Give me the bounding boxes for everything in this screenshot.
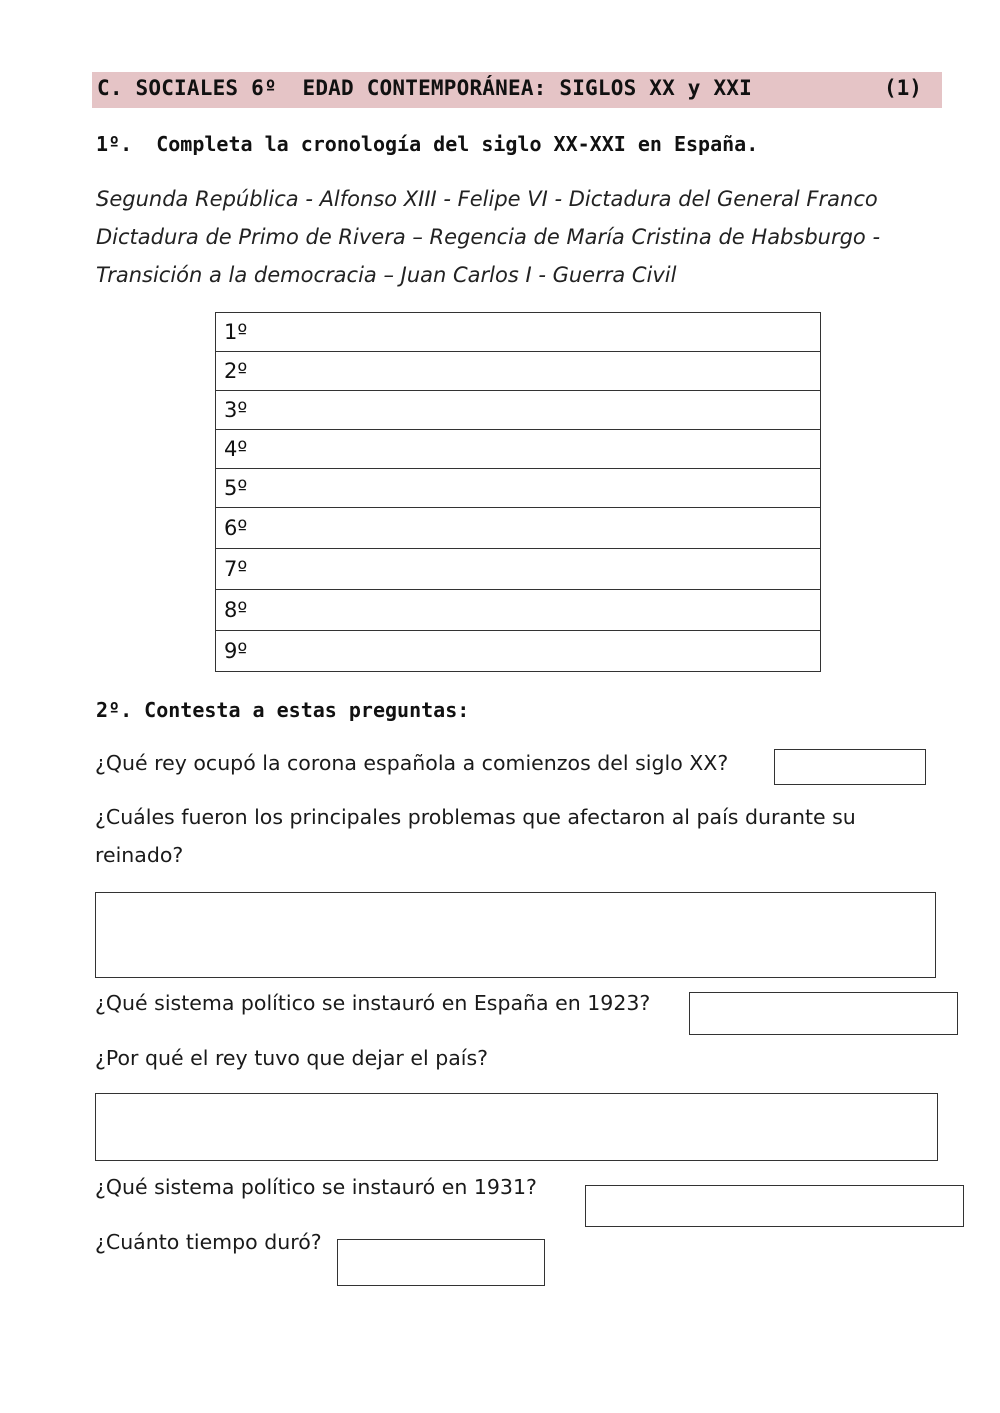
question-problems-line-2: reinado? [95, 843, 184, 867]
chronology-row[interactable] [216, 313, 821, 352]
answer-box-system-1931[interactable] [585, 1185, 964, 1227]
answer-box-duration[interactable] [337, 1239, 545, 1286]
chronology-row[interactable] [216, 631, 821, 672]
chronology-row[interactable] [216, 508, 821, 549]
question-system-1923: ¿Qué sistema político se instauró en España en 1923? [95, 991, 651, 1015]
chronology-row[interactable] [216, 391, 821, 430]
chronology-row-label: 9º [216, 631, 821, 672]
worksheet-number: (1) [884, 76, 922, 100]
chronology-row-label: 3º [216, 391, 821, 430]
section-2-heading: 2º. Contesta a estas preguntas: [96, 698, 470, 722]
answer-box-king[interactable] [774, 749, 926, 785]
chronology-row[interactable] [216, 430, 821, 469]
worksheet-title: C. SOCIALES 6º EDAD CONTEMPORÁNEA: SIGLOS XX y XXI [97, 76, 752, 100]
question-problems-line-1: ¿Cuáles fueron los principales problemas que afectaron al país durante su [95, 805, 856, 829]
options-line-3: Transición a la democracia – Juan Carlos I - Guerra Civil [96, 263, 677, 287]
chronology-row[interactable] [216, 469, 821, 508]
answer-box-problems[interactable] [95, 892, 936, 978]
chronology-table [215, 312, 821, 672]
chronology-row-label: 6º [216, 508, 821, 549]
answer-box-king-leave[interactable] [95, 1093, 938, 1161]
chronology-row[interactable] [216, 590, 821, 631]
question-king-leave: ¿Por qué el rey tuvo que dejar el país? [95, 1046, 489, 1070]
chronology-row-label: 5º [216, 469, 821, 508]
options-list [96, 180, 880, 294]
chronology-row[interactable] [216, 549, 821, 590]
section-1-heading: 1º. Completa la cronología del siglo XX-XXI en España. [96, 132, 759, 156]
chronology-row-label: 7º [216, 549, 821, 590]
question-king-20th-century: ¿Qué rey ocupó la corona española a comienzos del siglo XX? [95, 751, 729, 775]
question-system-1931: ¿Qué sistema político se instauró en 1931? [95, 1175, 537, 1199]
options-line-1: Segunda República - Alfonso XIII - Felipe VI - Dictadura del General Franco [96, 187, 878, 211]
chronology-row[interactable] [216, 352, 821, 391]
options-line-2: Dictadura de Primo de Rivera – Regencia de María Cristina de Habsburgo - [96, 225, 881, 249]
question-duration: ¿Cuánto tiempo duró? [95, 1230, 322, 1254]
chronology-row-label: 8º [216, 590, 821, 631]
chronology-row-label: 2º [216, 352, 821, 391]
chronology-row-label: 1º [216, 313, 821, 352]
chronology-row-label: 4º [216, 430, 821, 469]
answer-box-system-1923[interactable] [689, 992, 958, 1035]
